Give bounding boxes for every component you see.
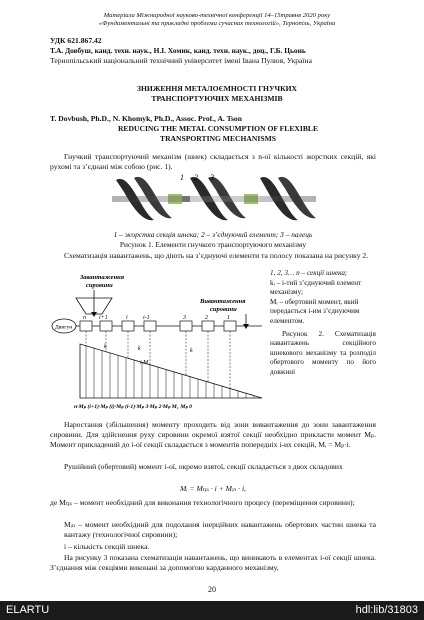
axis-labels: n·Mₚ (i+1)·Mₚ (i)·Mₚ (i-1)·Mₚ 3·Mₚ 2·Mₚ M₁ Mₚ 0: [74, 404, 193, 410]
svg-text:1: 1: [227, 315, 230, 321]
paragraph-2: Схематизація навантажень, що діють на з’єднуючі елементи та полосу показана на рисунку 2.: [64, 251, 369, 260]
load-label-2: сировини: [86, 282, 113, 289]
paragraph-3: Наростання (збільшення) моменту проходить від зони вивантаження до зони завантаження сировини. Для здійснення руху сировини окремої взятої секції необхідно прикласти момент Mₚ. Момент прикладений до i-ої секції складається з моментів попередніх i-их секцій, Mᵢ = Mₚ·i.: [50, 420, 376, 449]
load-label: Завантаження: [80, 274, 125, 281]
header-line-1: Матеріали Міжнародної науково-технічної конференції 14–15травня 2020 року: [103, 12, 331, 19]
authors-en: T. Dovbush, Ph.D., N. Khomyk, Ph.D., Assoc. Prof., A. Tson: [50, 114, 242, 123]
svg-text:i+1: i+1: [99, 315, 108, 321]
conference-header: [40, 12, 394, 28]
svg-text:i: i: [126, 315, 128, 321]
affiliation: Тернопільський національний технічний університет імені Івана Пулюя, Україна: [50, 56, 312, 65]
motor-label: Двигун: [55, 324, 73, 331]
fig1-label-2: 2: [194, 173, 198, 182]
figure-1-legend: 1 – жорстка секція шнека; 2 – з’єднуючий елемент; 3 – палець: [113, 230, 313, 239]
footer-repository: ELARTU: [6, 604, 50, 616]
svg-text:i·M: i·M: [140, 360, 149, 366]
title-en: REDUCING THE METAL CONSUMPTION OF FLEXIBLE TRANSPORTING MECHANISMS: [117, 124, 319, 143]
unload-label: Вивантаження: [200, 298, 246, 305]
header-line-2: «Фундаментальні та прикладні проблеми сучасних технологій», Тернопіль, Україна: [98, 20, 336, 27]
paragraph-5: На рисунку 3 показана схематизація навантажень, що виникають в елементах i-ої секції шнека. З’єднання між секціями виконані за допомогою карданного механізму,: [50, 553, 376, 572]
svg-text:i-1: i-1: [143, 315, 150, 321]
definition-1: де Mₜₚᵢ – момент необхідний для виконання технологічного процесу (переміщення сировини);: [50, 498, 355, 507]
torque-distribution: [80, 344, 262, 398]
footer-handle: hdl:lib/31803: [355, 604, 418, 616]
udc-code: УДК 621.867.42: [50, 36, 102, 45]
svg-text:k: k: [104, 344, 107, 350]
formula: Mᵢ = Mₜₚᵢ · i + Mᵢₙ · i,: [180, 484, 246, 493]
fig1-label-3: 3: [210, 173, 214, 182]
paragraph-1: Гнучкий транспортуючий механізм (шнек) складається з n-ої кількості жорстких секцій, які рухомі та з’єднані між собою (рис. 1).: [50, 152, 376, 171]
fig1-label-1: 1: [180, 173, 184, 182]
definition-2: Mᵢₙ – момент необхідний для подолання інерційних навантажень обертових частин шнека та вантажу (технологічної сировини);: [64, 520, 376, 539]
figure-2-side-text: [270, 269, 376, 378]
paragraph-4: Рушійний (обертовий) момент i-ої, окремо взятої, секції складається з двох складових: [64, 462, 343, 471]
definition-3: i – кількість секцій шнека.: [64, 542, 150, 551]
page-number: 20: [208, 585, 216, 594]
figure-2-schematic: [50, 270, 268, 418]
authors-ua: Т.А. Довбуш, канд. техн. наук., Н.І. Хомик, канд. техн. наук., доц., Г.Б. Цьонь: [50, 46, 306, 55]
side-item-3: Mᵢ – обертовий момент, який передається i-им з’єднуючим елементом.: [270, 297, 360, 325]
svg-text:n: n: [83, 315, 86, 321]
figure-2-caption: Рисунок 2. Схематизація навантажень секційного шнекового механізму та розподіл обертового моменту по його довжині: [270, 329, 376, 376]
side-item-2: kᵢ – i-тий з’єднуючий елемент механізму;: [270, 278, 362, 297]
title-ua: ЗНИЖЕННЯ МЕТАЛОЄМНОСТІ ГНУЧКИХ ТРАНСПОРТУЮЧИХ МЕХАНІЗМІВ: [137, 84, 297, 103]
unload-label-2: сировини: [210, 306, 237, 313]
figure-1-auger: [110, 170, 320, 228]
footer-bar: [0, 601, 424, 620]
svg-text:3: 3: [183, 315, 186, 321]
svg-text:k: k: [190, 348, 193, 354]
figure-1-caption: Рисунок 1. Елементи гнучкого транспортуючого механізму: [119, 240, 307, 249]
side-item-1: 1, 2, 3… n – секції шнека;: [270, 269, 348, 277]
svg-text:k: k: [138, 346, 141, 352]
svg-text:2: 2: [205, 315, 208, 321]
